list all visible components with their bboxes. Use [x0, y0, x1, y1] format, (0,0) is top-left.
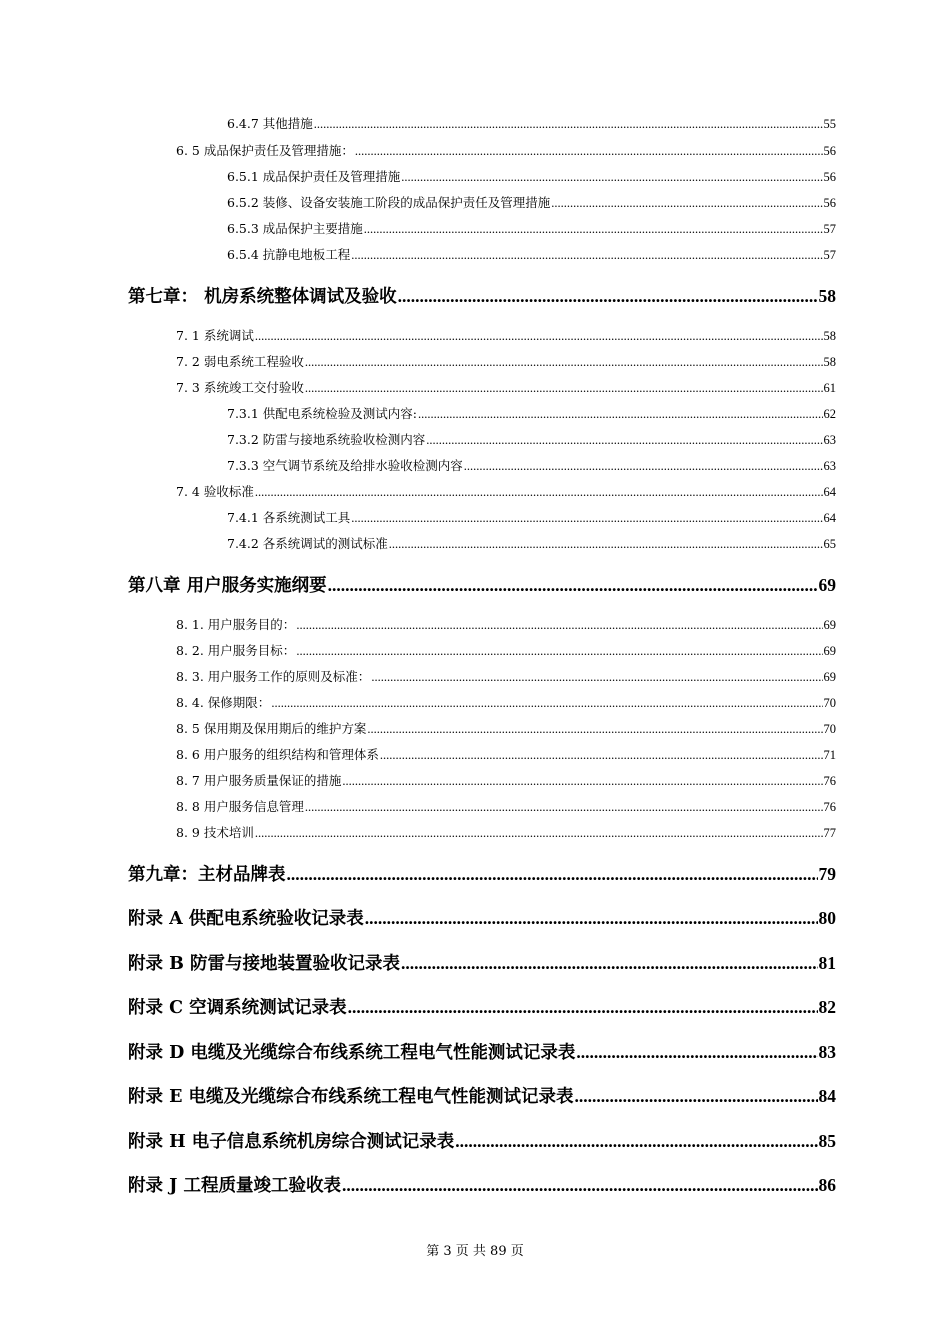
toc-entry-page: 86: [818, 1175, 836, 1195]
toc-entry-page: 82: [818, 997, 836, 1017]
toc-entry-page: 81: [818, 953, 836, 973]
toc-leader-dots: [551, 196, 822, 211]
toc-entry-page: 61: [823, 381, 836, 395]
toc-leader-dots: [296, 618, 822, 633]
toc-entry-page: 85: [818, 1131, 836, 1151]
toc-entry-title: 6.5.1 成品保护责任及管理措施: [227, 169, 401, 184]
toc-leader-dots: [355, 144, 823, 159]
toc-entry-title: 6.5.4 抗静电地板工程: [227, 247, 351, 262]
toc-entry-page: 58: [823, 329, 836, 343]
toc-entry-page: 63: [823, 459, 836, 473]
toc-entry[interactable]: [176, 352, 836, 370]
toc-entry[interactable]: [128, 572, 836, 597]
toc-entry[interactable]: [128, 950, 836, 975]
toc-leader-dots: [305, 355, 823, 370]
toc-entry-page: 55: [823, 117, 836, 131]
toc-entry-page: 76: [823, 800, 836, 814]
toc-leader-dots: [367, 722, 822, 737]
toc-entry-page: 57: [823, 222, 836, 236]
toc-leader-dots: [365, 908, 818, 929]
toc-leader-dots: [328, 575, 818, 596]
toc-entry[interactable]: [128, 1172, 836, 1197]
toc-entry[interactable]: [227, 534, 836, 552]
toc-entry-page: 69: [823, 670, 836, 684]
toc-leader-dots: [255, 485, 823, 500]
toc-entry[interactable]: [128, 994, 836, 1019]
toc-entry-title: 8. 1. 用户服务目的：: [176, 617, 296, 632]
toc-leader-dots: [380, 748, 823, 763]
toc-leader-dots: [255, 329, 823, 344]
toc-entry-page: 79: [818, 864, 836, 884]
toc-entry-page: 77: [823, 826, 836, 840]
toc-entry-page: 71: [823, 748, 836, 762]
toc-leader-dots: [426, 433, 822, 448]
toc-entry-title: 8. 8 用户服务信息管理: [176, 799, 304, 814]
toc-leader-dots: [255, 826, 823, 841]
toc-entry-page: 63: [823, 433, 836, 447]
toc-entry-title: 8. 2. 用户服务目标：: [176, 643, 296, 658]
toc-entry-page: 56: [823, 170, 836, 184]
toc-entry[interactable]: [128, 1128, 836, 1153]
toc-entry-title: 8. 3. 用户服务工作的原则及标准：: [176, 669, 371, 684]
toc-entry-page: 69: [823, 644, 836, 658]
toc-entry-page: 70: [823, 722, 836, 736]
toc-entry[interactable]: [176, 693, 836, 711]
toc-leader-dots: [314, 117, 823, 132]
toc-entry-page: 64: [823, 485, 836, 499]
toc-entry[interactable]: [227, 404, 836, 422]
toc-leader-dots: [296, 644, 822, 659]
toc-entry-page: 56: [823, 196, 836, 210]
toc-entry[interactable]: [227, 456, 836, 474]
toc-entry[interactable]: [176, 326, 836, 344]
toc-entry[interactable]: [128, 861, 836, 886]
toc-leader-dots: [401, 953, 818, 974]
toc-entry-title: 附录 H 电子信息系统机房综合测试记录表: [128, 1132, 455, 1152]
toc-entry[interactable]: [176, 797, 836, 815]
toc-entry[interactable]: [227, 167, 836, 185]
toc-entry-page: 76: [823, 774, 836, 788]
toc-entry-page: 56: [823, 144, 836, 158]
toc-entry-title: 8. 6 用户服务的组织结构和管理体系: [176, 747, 379, 762]
toc-entry-title: 6.4.7 其他措施: [227, 116, 313, 131]
toc-entry-title: 附录 B 防雷与接地装置验收记录表: [128, 954, 400, 974]
toc-entry-page: 62: [823, 407, 836, 421]
toc-entry[interactable]: [176, 615, 836, 633]
toc-leader-dots: [342, 1175, 818, 1196]
toc-entry-title: 附录 C 空调系统测试记录表: [128, 998, 347, 1018]
toc-entry-page: 83: [818, 1042, 836, 1062]
toc-entry[interactable]: [128, 283, 836, 308]
toc-entry[interactable]: [227, 114, 836, 132]
toc-leader-dots: [305, 381, 823, 396]
toc-entry-title: 附录 E 电缆及光缆综合布线系统工程电气性能测试记录表: [128, 1087, 574, 1107]
toc-entry-title: 8. 5 保用期及保用期后的维护方案: [176, 721, 367, 736]
toc-entry-title: 8. 9 技术培训: [176, 825, 254, 840]
toc-leader-dots: [364, 222, 823, 237]
toc-entry-title: 7. 4 验收标准: [176, 484, 254, 499]
toc-leader-dots: [398, 286, 818, 307]
toc-leader-dots: [351, 248, 822, 263]
toc-entry[interactable]: [176, 667, 836, 685]
toc-leader-dots: [401, 170, 822, 185]
toc-entry[interactable]: [128, 905, 836, 930]
toc-entry-title: 7.3.2 防雷与接地系统验收检测内容: [227, 432, 426, 447]
toc-leader-dots: [464, 459, 823, 474]
toc-leader-dots: [287, 864, 818, 885]
toc-entry[interactable]: [176, 719, 836, 737]
toc-entry-title: 第八章 用户服务实施纲要: [128, 576, 327, 596]
toc-entry[interactable]: [176, 641, 836, 659]
toc-entry-title: 7. 2 弱电系统工程验收: [176, 354, 304, 369]
toc-entry-title: 附录 D 电缆及光缆综合布线系统工程电气性能测试记录表: [128, 1043, 576, 1063]
toc-entry[interactable]: [176, 771, 836, 789]
toc-leader-dots: [576, 1042, 817, 1063]
toc-leader-dots: [575, 1086, 818, 1107]
toc-entry[interactable]: [176, 378, 836, 396]
toc-entry[interactable]: [176, 141, 836, 159]
page-footer: 第 3 页 共 89 页: [426, 1244, 524, 1259]
toc-entry[interactable]: [176, 823, 836, 841]
toc-entry-page: 58: [818, 286, 836, 306]
toc-entry[interactable]: [128, 1083, 836, 1108]
toc-entry-title: 7.3.1 供配电系统检验及测试内容:: [227, 406, 417, 421]
toc-entry-title: 7.3.3 空气调节系统及给排水验收检测内容: [227, 458, 463, 473]
toc-leader-dots: [455, 1131, 817, 1152]
toc-entry[interactable]: [176, 745, 836, 763]
toc-entry-title: 第九章：主材品牌表: [128, 865, 286, 885]
toc-leader-dots: [305, 800, 823, 815]
toc-entry-title: 7.4.2 各系统调试的测试标准: [227, 536, 388, 551]
toc-entry-title: 7.4.1 各系统测试工具: [227, 510, 351, 525]
toc-entry[interactable]: [227, 219, 836, 237]
toc-entry-page: 65: [823, 537, 836, 551]
toc-entry-page: 69: [823, 618, 836, 632]
toc-entry-page: 84: [818, 1086, 836, 1106]
toc-entry-page: 80: [818, 908, 836, 928]
toc-entry-title: 6. 5 成品保护责任及管理措施：: [176, 143, 354, 158]
toc-entry-page: 58: [823, 355, 836, 369]
toc-entry-title: 6.5.2 装修、设备安装施工阶段的成品保护责任及管理措施: [227, 195, 551, 210]
toc-entry-title: 第七章： 机房系统整体调试及验收: [128, 287, 397, 307]
toc-leader-dots: [348, 997, 818, 1018]
toc-entry-page: 64: [823, 511, 836, 525]
toc-leader-dots: [371, 670, 822, 685]
toc-leader-dots: [342, 774, 822, 789]
toc-entry-title: 附录 J 工程质量竣工验收表: [128, 1176, 341, 1196]
toc-entry[interactable]: [227, 245, 836, 263]
toc-entry[interactable]: [128, 1039, 836, 1064]
toc-entry-title: 7. 1 系统调试: [176, 328, 254, 343]
toc-leader-dots: [389, 537, 823, 552]
toc-entry-page: 69: [818, 575, 836, 595]
toc-entry-title: 8. 7 用户服务质量保证的措施: [176, 773, 342, 788]
toc-entry-page: 57: [823, 248, 836, 262]
toc-leader-dots: [418, 407, 823, 422]
toc-entry[interactable]: [176, 482, 836, 500]
toc-entry-title: 6.5.3 成品保护主要措施: [227, 221, 363, 236]
toc-entry-title: 7. 3 系统竣工交付验收: [176, 380, 304, 395]
toc-leader-dots: [351, 511, 822, 526]
toc-entry-title: 附录 A 供配电系统验收记录表: [128, 909, 364, 929]
toc-entry[interactable]: [227, 430, 836, 448]
toc-entry[interactable]: [227, 508, 836, 526]
toc-leader-dots: [271, 696, 822, 711]
toc-entry-title: 8. 4. 保修期限：: [176, 695, 271, 710]
toc-entry[interactable]: [227, 193, 836, 211]
toc-entry-page: 70: [823, 696, 836, 710]
